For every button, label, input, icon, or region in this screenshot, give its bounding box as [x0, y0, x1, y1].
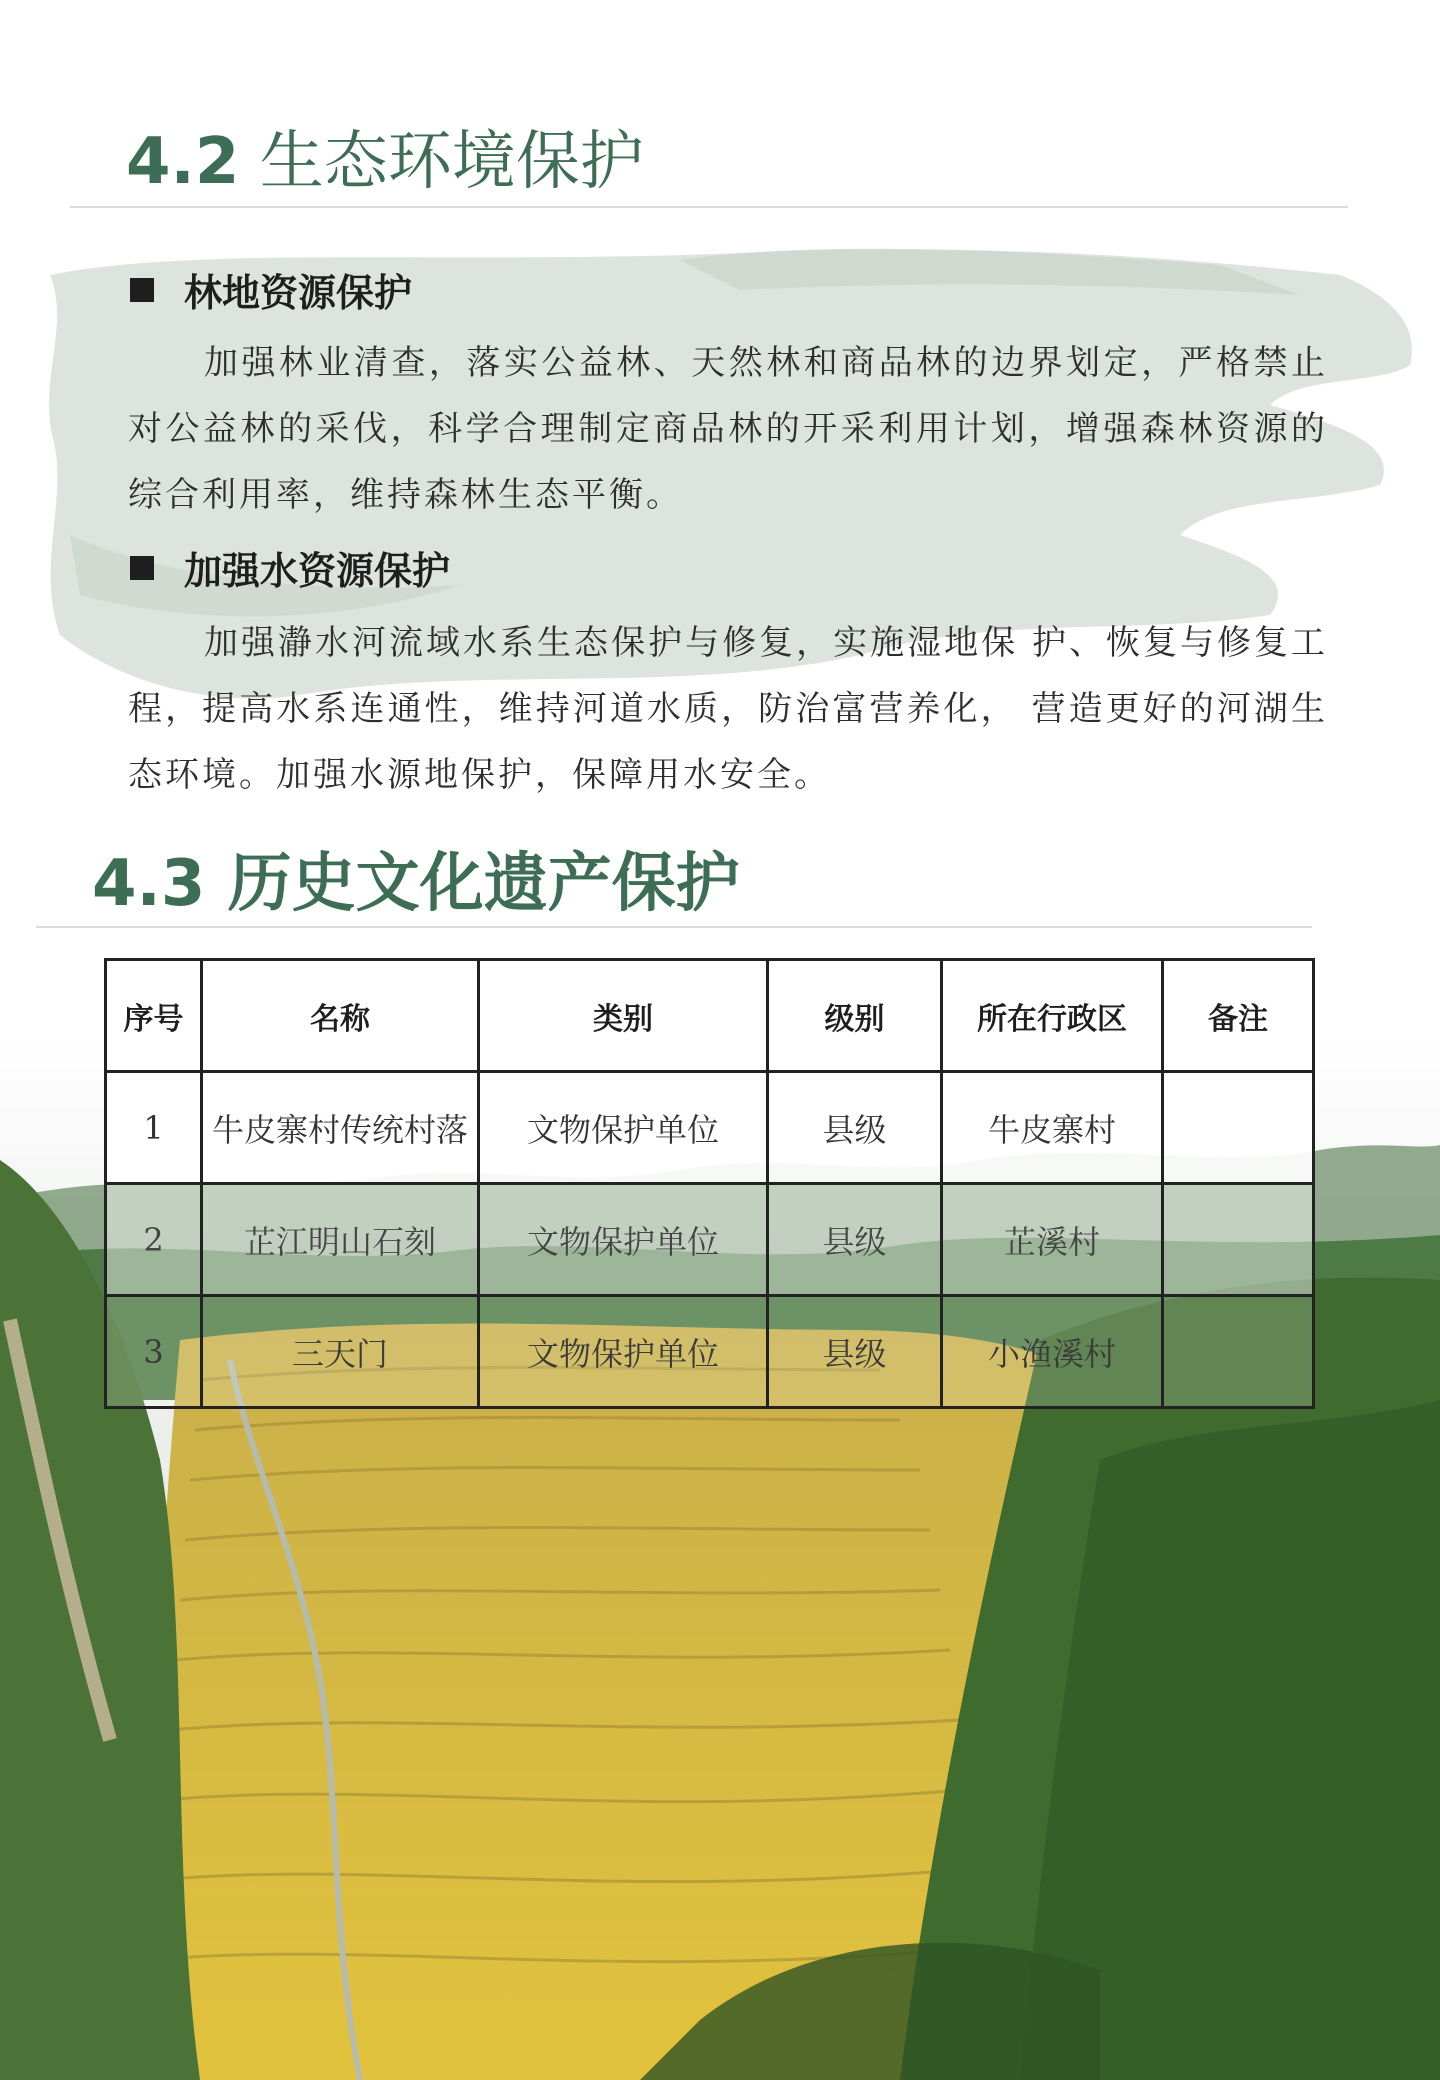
cell-district: 芷溪村 [942, 1184, 1163, 1296]
section-number: 4.2 [126, 125, 240, 199]
table-row [106, 1072, 1314, 1184]
cell-remarks [1163, 1072, 1314, 1184]
square-bullet-icon [130, 278, 154, 302]
cell-category: 文物保护单位 [479, 1072, 768, 1184]
cell-name: 牛皮寨村传统村落 [202, 1072, 479, 1184]
cell-level: 县级 [768, 1296, 942, 1408]
cell-category: 文物保护单位 [479, 1184, 768, 1296]
column-header-index: 序号 [106, 960, 202, 1072]
cell-district: 牛皮寨村 [942, 1072, 1163, 1184]
forest-paragraph: 加强林业清查，落实公益林、天然林和商品林的边界划定，严格禁止对公益林的采伐，科学合理制定商品林的开采利用计划，增强森林资源的综合利用率，维持森林生态平衡。 [128, 343, 1328, 515]
section-title-text: 历史文化遗产保护 [227, 847, 740, 921]
cell-index: 2 [106, 1184, 202, 1296]
table-row [106, 1296, 1314, 1408]
column-header-name: 名称 [202, 960, 479, 1072]
section-divider [70, 206, 1348, 208]
cell-district: 小渔溪村 [942, 1296, 1163, 1408]
section-4-2-title [126, 125, 644, 199]
cell-remarks [1163, 1184, 1314, 1296]
section-title-text: 生态环境保护 [259, 125, 644, 199]
square-bullet-icon [130, 556, 154, 580]
section-divider [36, 926, 1312, 928]
subsection-heading-water [130, 549, 451, 593]
cell-index: 3 [106, 1296, 202, 1408]
cell-index: 1 [106, 1072, 202, 1184]
cell-name: 芷江明山石刻 [202, 1184, 479, 1296]
column-header-level: 级别 [768, 960, 942, 1072]
water-paragraph: 加强瀞水河流域水系生态保护与修复，实施湿地保 护、恢复与修复工程，提高水系连通性，维持河道水质，防治富营养化， 营造更好的河湖生态环境。加强水源地保护，保障用水安全。 [128, 623, 1328, 795]
heritage-table [104, 958, 1315, 1409]
column-header-category: 类别 [479, 960, 768, 1072]
cell-category: 文物保护单位 [479, 1296, 768, 1408]
table-header-row [106, 960, 1314, 1072]
table-row [106, 1184, 1314, 1296]
cell-remarks [1163, 1296, 1314, 1408]
subsection-heading-text: 加强水资源保护 [184, 549, 451, 593]
column-header-district: 所在行政区 [942, 960, 1163, 1072]
subsection-heading-forest [130, 271, 413, 315]
cell-level: 县级 [768, 1184, 942, 1296]
column-header-remarks: 备注 [1163, 960, 1314, 1072]
section-number: 4.3 [92, 847, 206, 921]
cell-level: 县级 [768, 1072, 942, 1184]
section-4-3-title [92, 847, 740, 921]
cell-name: 三天门 [202, 1296, 479, 1408]
subsection-heading-text: 林地资源保护 [184, 271, 413, 315]
